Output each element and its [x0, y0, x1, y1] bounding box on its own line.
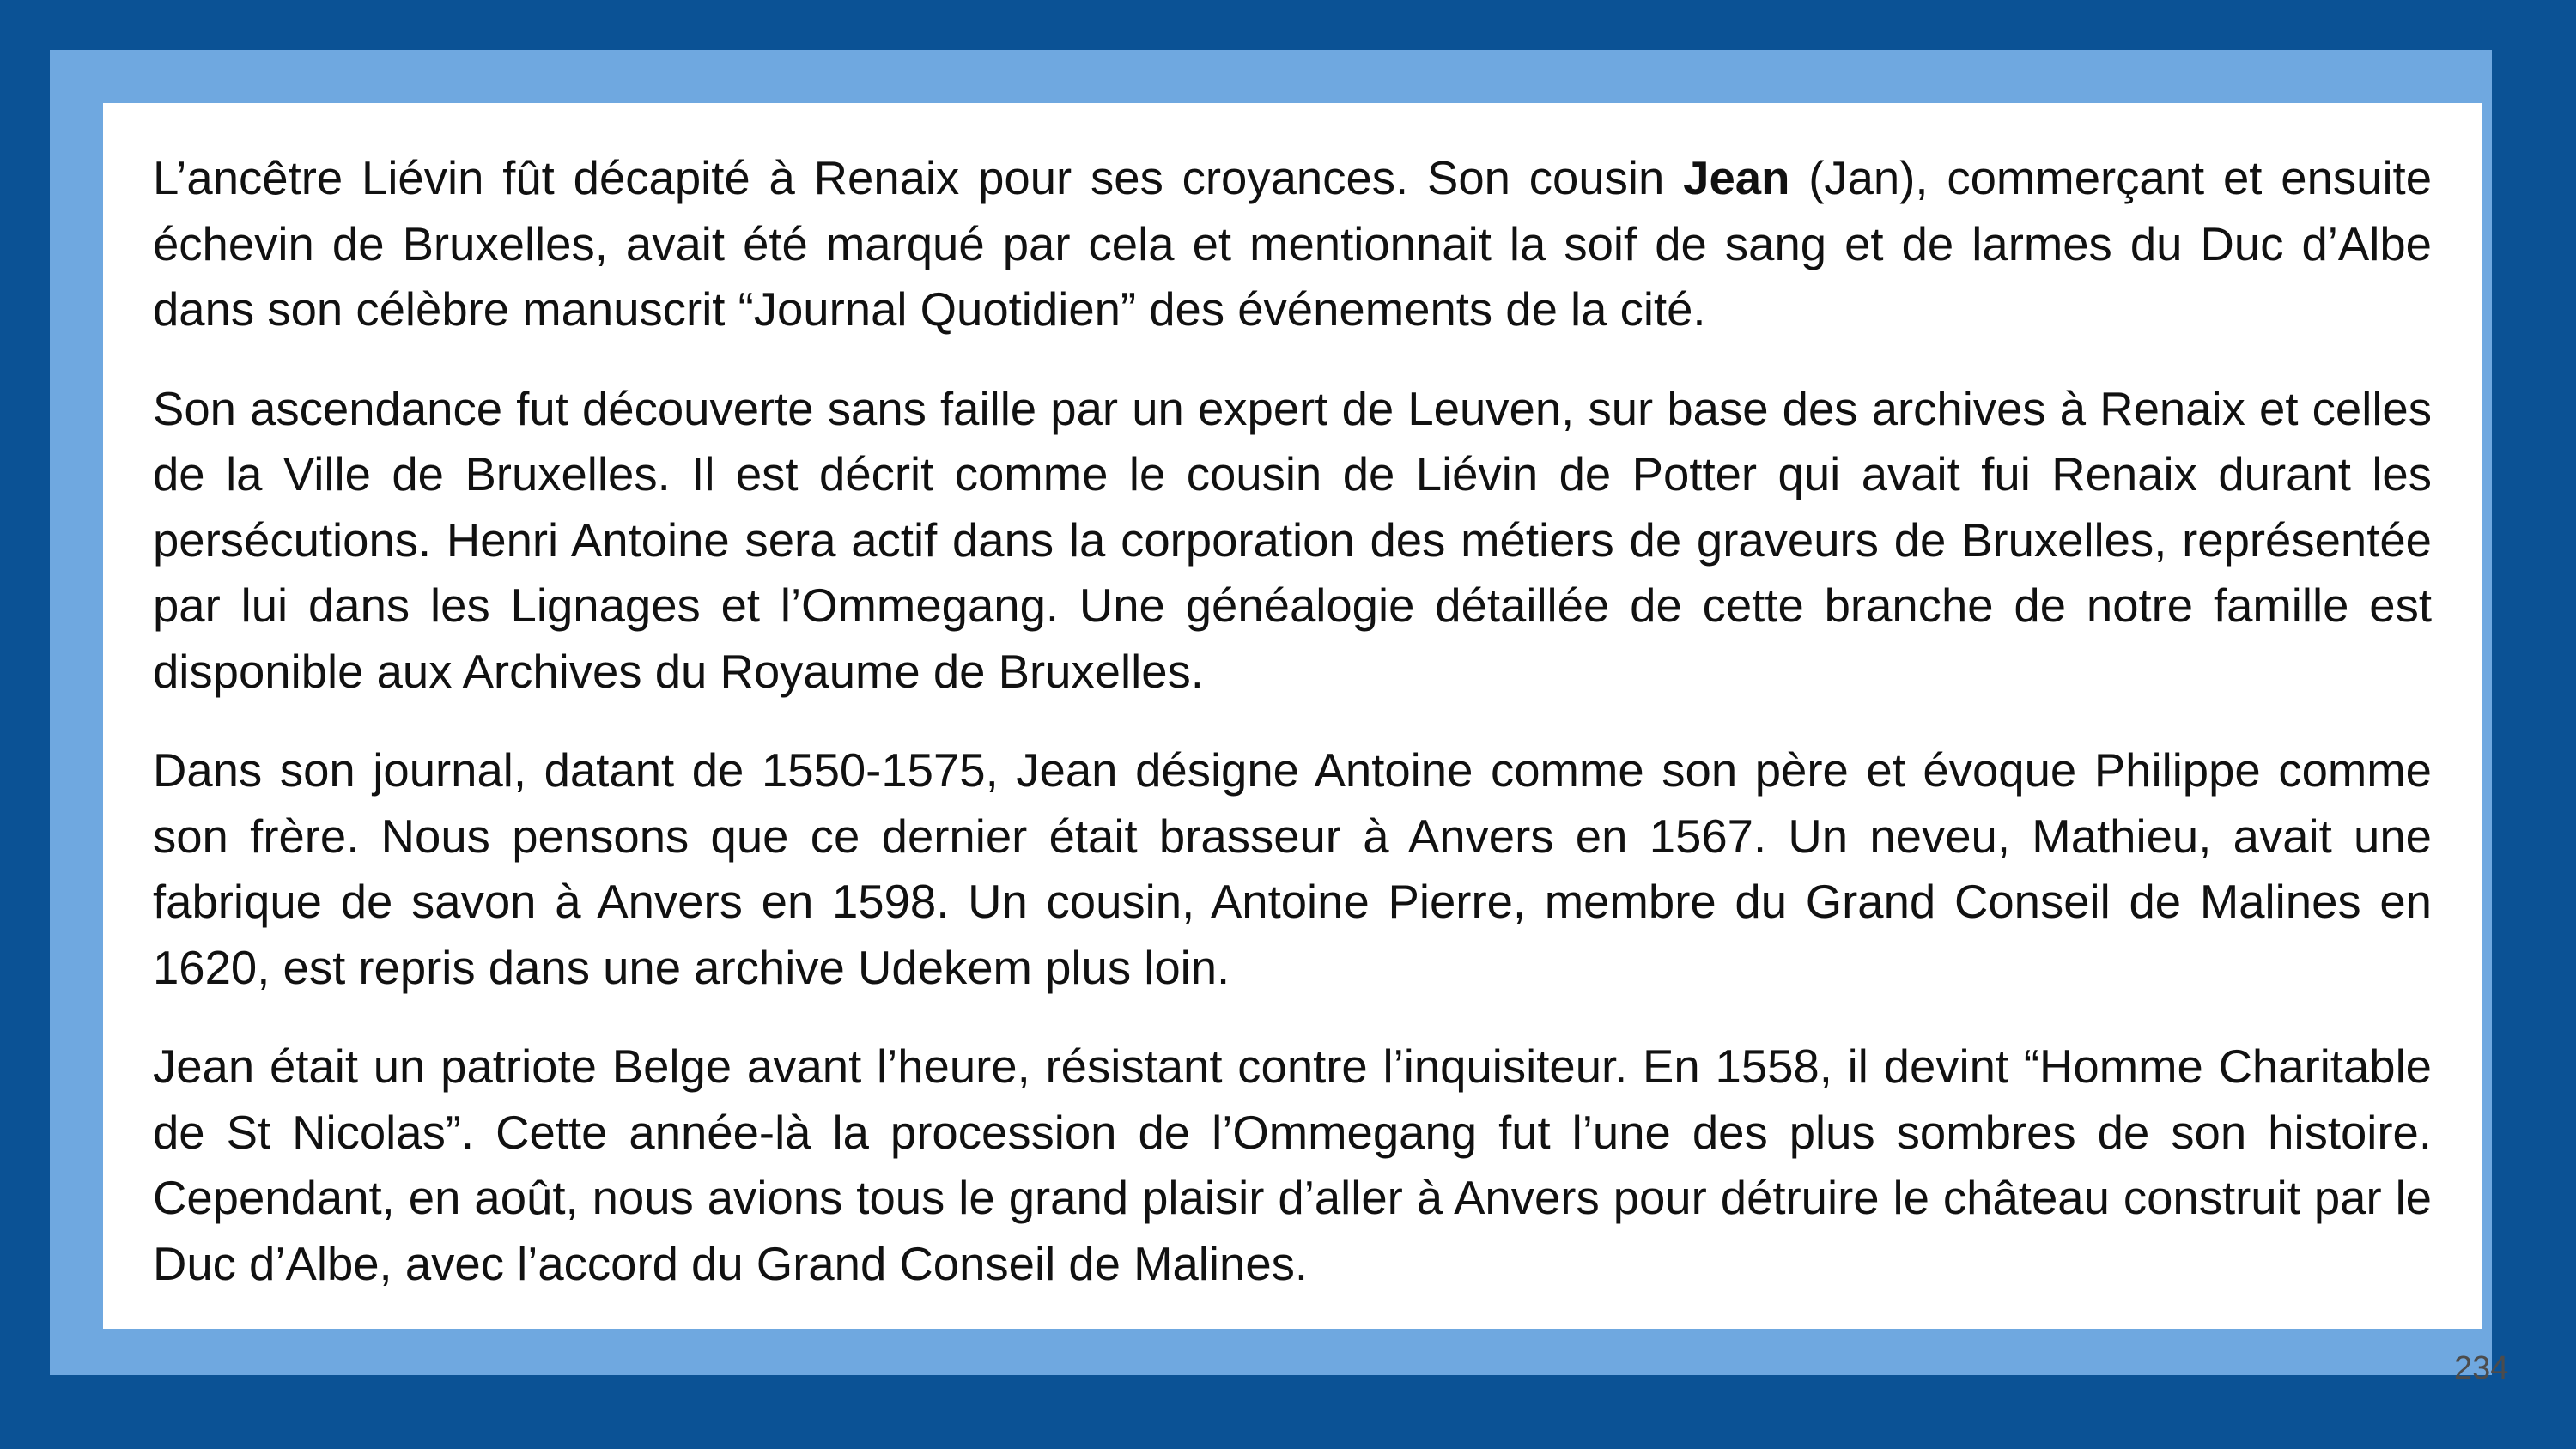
- paragraph-3-text: Dans son journal, datant de 1550-1575, Jean désigne Antoine comme son père et évoque Philippe comme son frère. Nous pensons que ce dernier était brasseur à Anvers en 1567. Un neveu, Mathieu, avait une fabrique de savon à Anvers en 1598. Un cousin, Antoine Pierre, membre du Grand Conseil de Malines en 1620, est repris dans une archive Udekem plus loin.: [153, 744, 2432, 994]
- text-panel: [103, 103, 2482, 1329]
- paragraph-1-text-continued: (Jan), commerçant et ensuite échevin de Bruxelles, avait été marqué par cela et mentionnait la soif de sang et de larmes du Duc d’Albe dans son célèbre manuscrit “Journal Quotidien” des événements de la cité.: [153, 152, 2433, 336]
- paragraph-2-text: Son ascendance fut découverte sans faille par un expert de Leuven, sur base des archives à Renaix et celles de la Ville de Bruxelles. Il est décrit comme le cousin de Liévin de Potter qui avait fui Renaix durant les persécutions. Henri Antoine sera actif dans la corporation des métiers de graveurs de Bruxelles, représentée par lui dans les Lignages et l’Ommegang. Une généalogie détaillée de cette branche de notre famille est disponible aux Archives du Royaume de Bruxelles.: [153, 382, 2432, 698]
- paragraph-4-text: Jean était un patriote Belge avant l’heure, résistant contre l’inquisiteur. En 1558, il devint “Homme Charitable de St Nicolas”. Cette année-là la procession de l’Ommegang fut l’une des plus sombres de son histoire. Cependant, en août, nous avions tous le grand plaisir d’aller à Anvers pour détruire le château construit par le Duc d’Albe, avec l’accord du Grand Conseil de Malines.: [153, 1040, 2432, 1290]
- page-number: 234: [2454, 1350, 2509, 1386]
- paragraph-1-text: L’ancêtre Liévin fût décapité à Renaix pour ses croyances. Son cousin: [153, 152, 1684, 204]
- paragraph-4: [153, 1034, 2432, 1297]
- paragraph-3: [153, 738, 2432, 1001]
- name-jean-bold: Jean: [1683, 152, 1790, 204]
- paragraph-1: [153, 146, 2432, 343]
- paragraph-2: [153, 377, 2432, 706]
